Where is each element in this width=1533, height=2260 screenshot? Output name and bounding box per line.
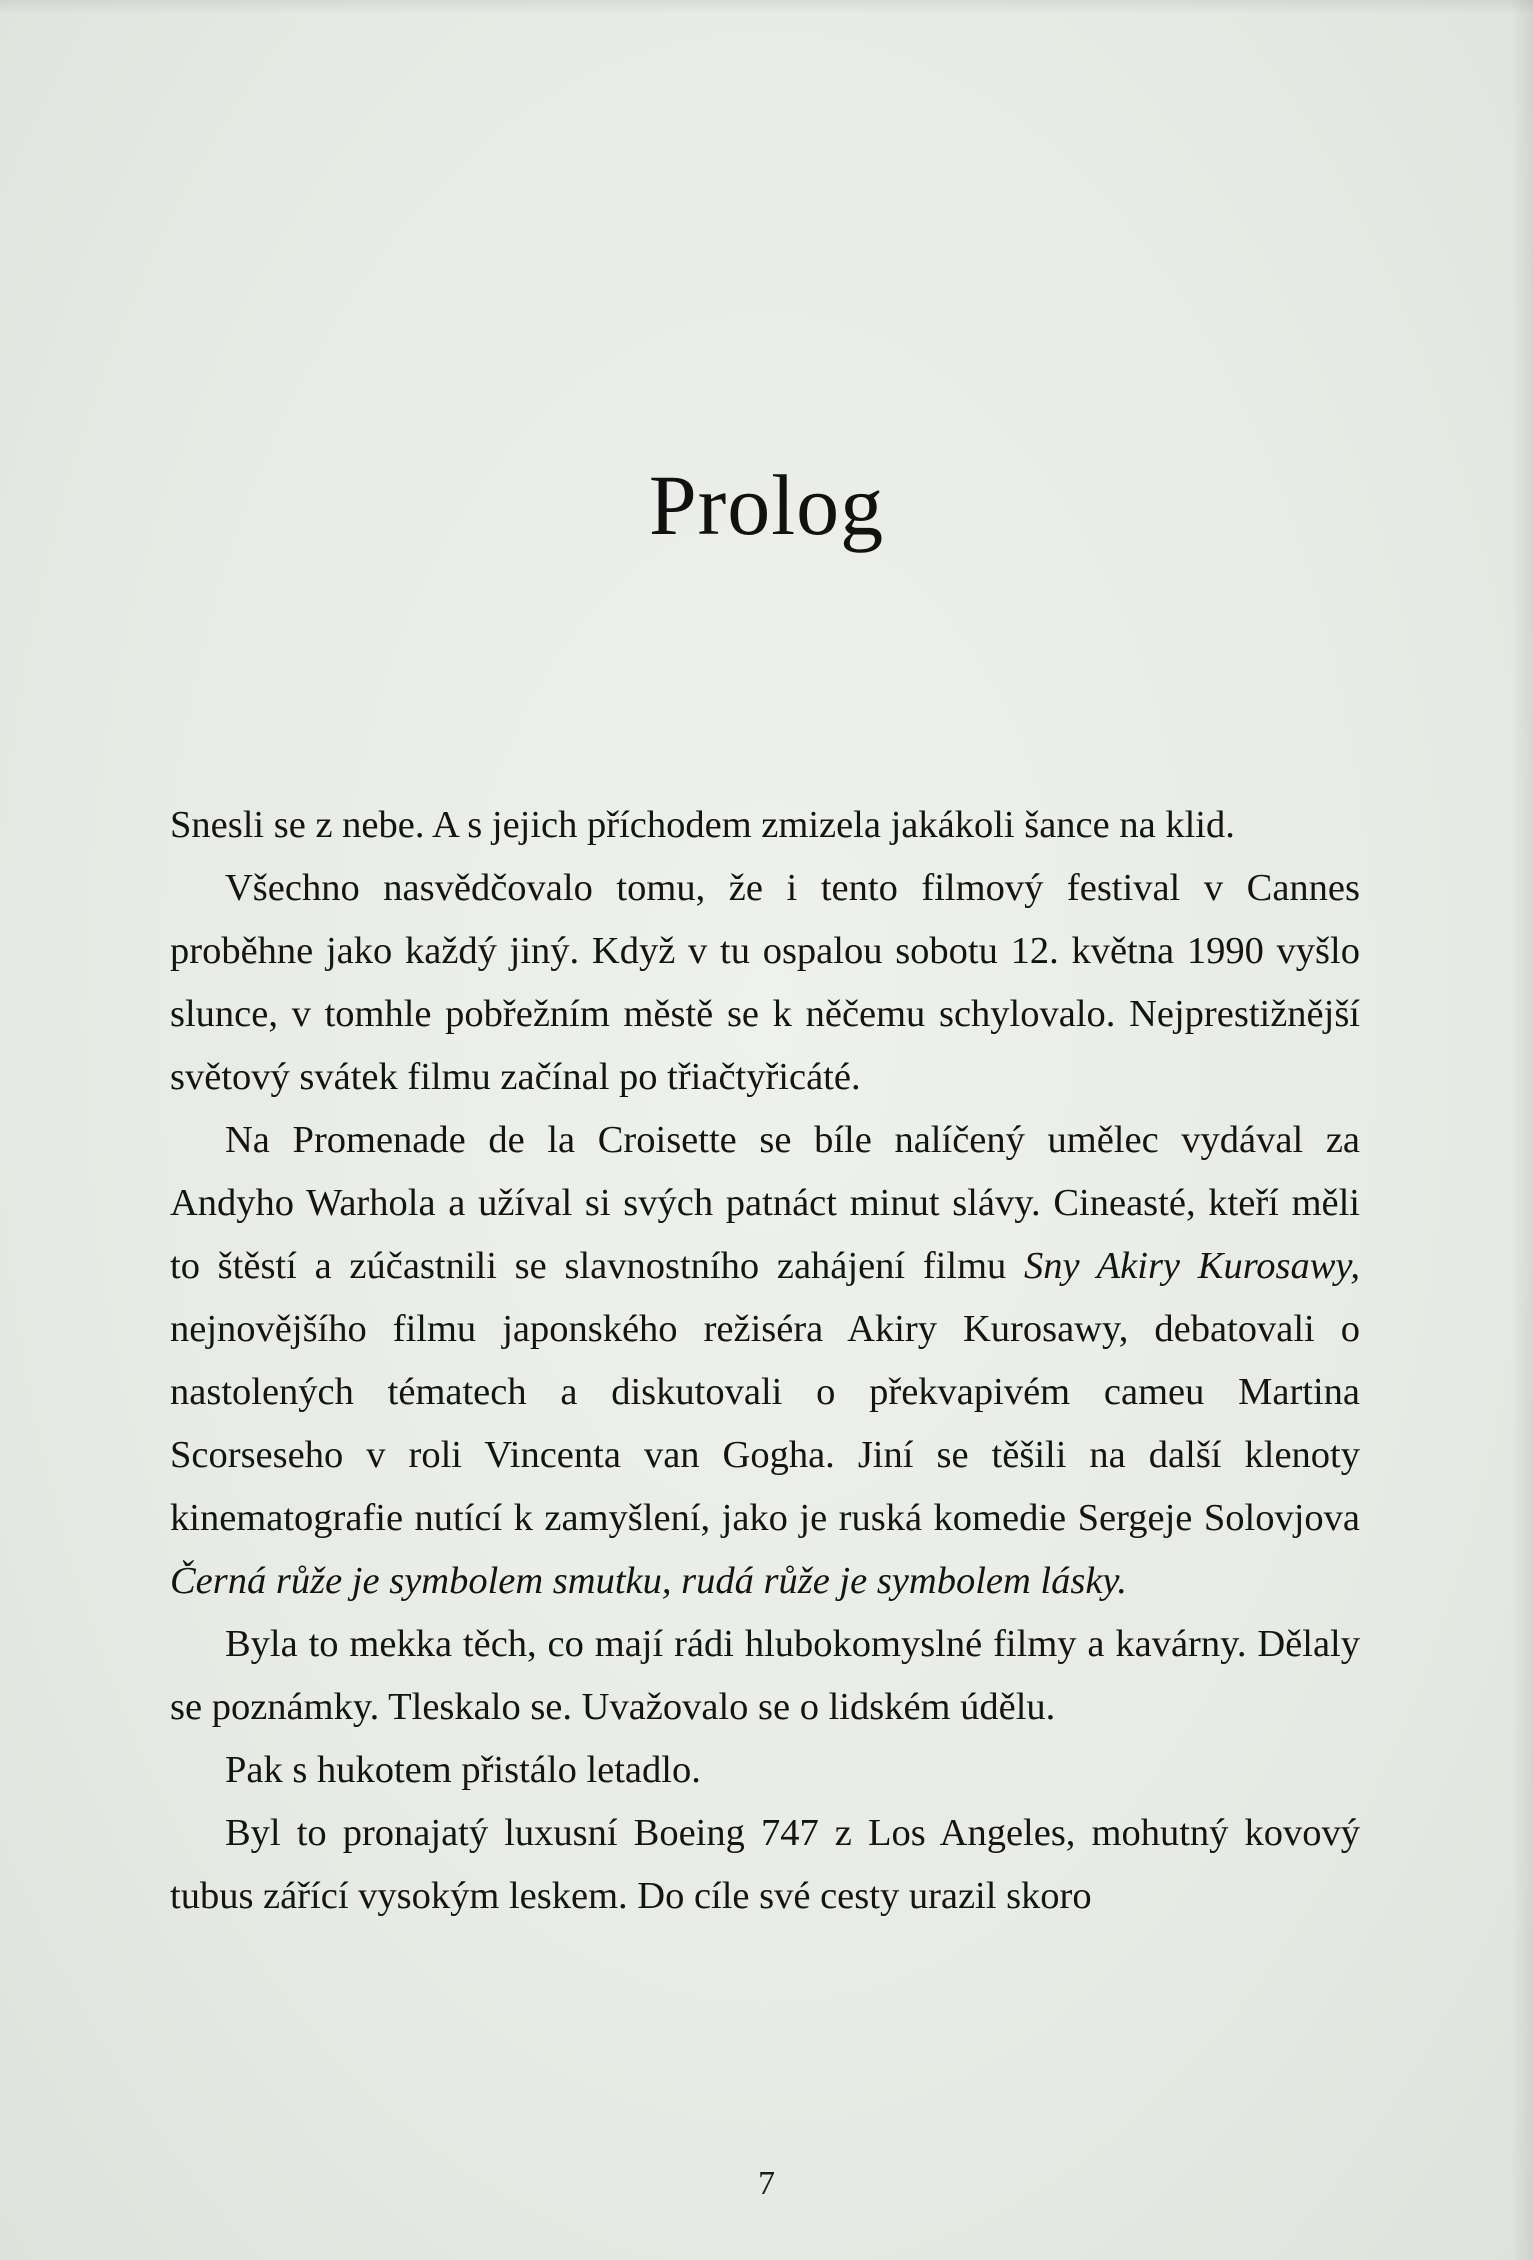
text-run: Byl to pronajatý luxusní Boeing 747 z Los Angeles, mohutný kovový tubus zářící vysokým leskem. Do cíle své cesty urazil skoro bbox=[170, 1812, 1360, 1917]
paragraph bbox=[170, 1739, 1360, 1802]
text-run: Snesli se z nebe. A s jejich příchodem zmizela jakákoli šance na klid. bbox=[170, 804, 1235, 846]
chapter-title: Prolog bbox=[648, 457, 885, 553]
paragraph bbox=[170, 1109, 1360, 1613]
paragraph bbox=[170, 1802, 1360, 1928]
italic-title-run: Sny Akiry Kurosawy, bbox=[1024, 1245, 1360, 1287]
paragraph bbox=[170, 794, 1360, 857]
text-run: Všechno nasvědčovalo tomu, že i tento filmový festival v Cannes proběhne jako každý jiný. Když v tu ospalou sobotu 12. května 1990 vyšlo slunce, v tomhle pobřežním městě se k něčemu schylovalo. Nejprestižnější světový svátek filmu začínal po třiačtyřicáté. bbox=[170, 867, 1360, 1098]
text-run: Byla to mekka těch, co mají rádi hlubokomyslné filmy a kavárny. Dělaly se poznámky. Tleskalo se. Uvažovalo se o lidském údělu. bbox=[170, 1623, 1360, 1728]
text-run: Na Promenade de la Croisette se bíle nalíčený umělec vydával za Andyho Warhola a užíval si svých patnáct minut slávy. Cineasté, kteří měli to štěstí a zúčastnili se slavnostního zahájení filmu bbox=[170, 1119, 1360, 1287]
page-edge-shadow-right bbox=[1511, 0, 1533, 2260]
text-run: Pak s hukotem přistálo letadlo. bbox=[225, 1749, 701, 1791]
text-run: nejnovějšího filmu japonského režiséra Akiry Kurosawy, debatovali o nastolených tématech a diskutovali o překvapivém cameu Martina Scorseseho v roli Vincenta van Gogha. Jiní se těšili na další klenoty kinematografie nutící k zamyšlení, jako je ruská komedie Sergeje Solovjova bbox=[170, 1308, 1360, 1539]
paragraph bbox=[170, 1613, 1360, 1739]
italic-title-run: Černá růže je symbolem smutku, rudá růže je symbolem lásky. bbox=[170, 1560, 1128, 1602]
body-text bbox=[170, 794, 1360, 1928]
paragraph bbox=[170, 857, 1360, 1109]
page-number: 7 bbox=[758, 2165, 775, 2202]
page-edge-shadow-top bbox=[0, 0, 1533, 14]
